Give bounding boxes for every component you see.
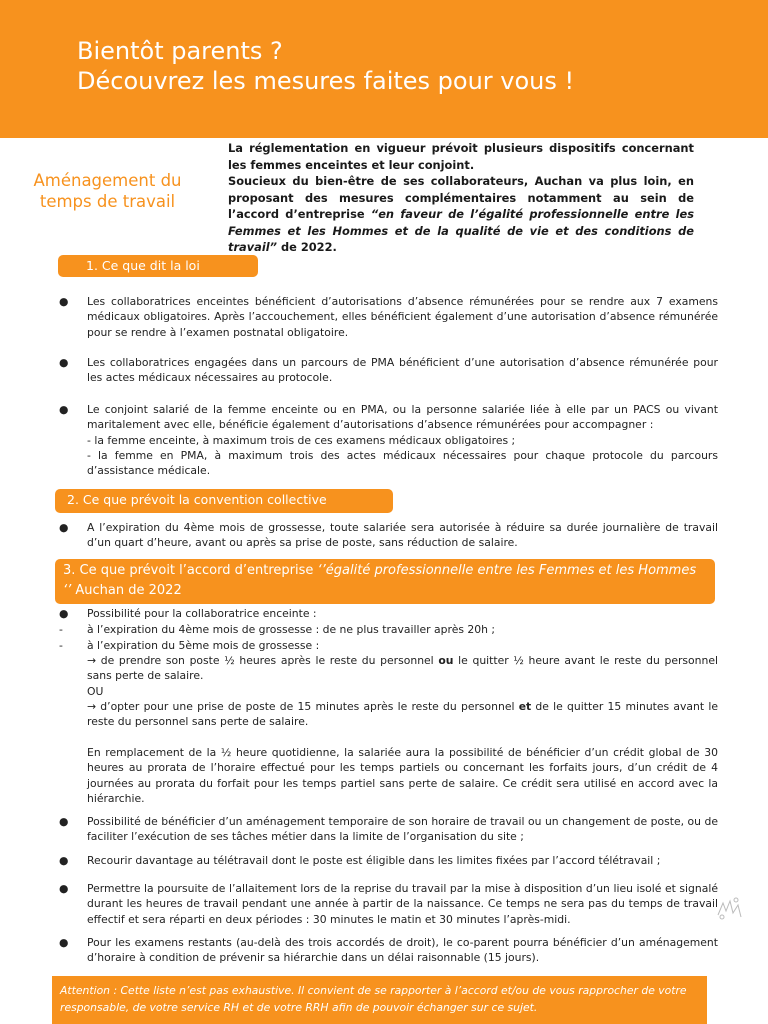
section-3-heading — [55, 559, 715, 604]
list-item — [59, 853, 718, 868]
option-block — [87, 653, 718, 729]
bullet-icon: ● — [59, 815, 69, 828]
list-item-text: Possibilité pour la collaboratrice enceinte : — [87, 607, 317, 620]
attention-note: Attention : Cette liste n’est pas exhaustive. Il convient de se rapporter à l’accord et/ou de vous rapprocher de votre responsable, de votre service RH et de votre RRH afin de pouvoir échanger sur ce sujet. — [52, 976, 707, 1024]
section-2-heading: 2. Ce que prévoit la convention collective — [55, 489, 393, 513]
option-or: OU — [87, 684, 104, 698]
list-item-text: Le conjoint salarié de la femme enceinte ou en PMA, ou la personne salariée liée à elle par un PACS ou vivant maritalement avec elle, bénéficie également d’autorisations d’absence rémunérées pour accompagner : — [87, 403, 718, 432]
list-item-text: Les collaboratrices engagées dans un parcours de PMA bénéficient d’une autorisation d’absence rémunérée pour les actes médicaux nécessaires au protocole. — [87, 356, 718, 385]
bullet-icon: ● — [59, 403, 69, 416]
list-item — [59, 294, 718, 340]
title-line-2: Découvrez les mesures faites pour vous ! — [77, 67, 575, 95]
list-item — [59, 814, 718, 845]
dash-marker: - — [59, 623, 63, 636]
option-1-bold: ou — [438, 654, 454, 667]
intro-paragraph-1: La réglementation en vigueur prévoit plusieurs dispositifs concernant les femmes enceintes et leur conjoint. — [228, 141, 694, 172]
list-item — [59, 355, 718, 386]
list-item — [59, 520, 718, 551]
list-item — [59, 881, 718, 927]
dash-item-text: à l’expiration du 5ème mois de grossesse : — [87, 639, 320, 652]
bullet-icon: ● — [59, 607, 69, 620]
bullet-icon: ● — [59, 854, 69, 867]
sub-item: - la femme en PMA, à maximum trois des actes médicaux nécessaires pour chaque protocole du parcours d’assistance médicale. — [87, 448, 718, 478]
replacement-paragraph: En remplacement de la ½ heure quotidienne, la salariée aura la possibilité de bénéficier d’un crédit global de 30 heures au prorata de l’horaire effectué pour les temps partiels ou concernant les forfaits jours, d’un crédit de 4 journées au prorata du forfait pour les temps partiel sans perte de salaire. Ce crédit sera utilisé en accord avec la hiérarchie. — [87, 746, 718, 805]
option-1-end: le quitter ½ heure avant le reste du personnel sans perte de salaire. — [87, 654, 718, 683]
bullet-icon: ● — [59, 356, 69, 369]
doodle-icon — [714, 895, 744, 921]
page-title — [77, 36, 574, 96]
option-2-end: de le quitter 15 minutes avant le reste du personnel sans perte de salaire. — [87, 699, 718, 729]
intro-p2-start: Soucieux du bien-être de ses collaborateurs, Auchan va plus loin, en proposant des mesures complémentaires notamment au sein de l’accord d’entreprise — [228, 174, 694, 221]
header-banner — [0, 0, 768, 138]
side-label-line-1: Aménagement du — [33, 171, 182, 190]
intro-p2-end: de 2022. — [277, 240, 337, 254]
list-item-text: Pour les examens restants (au-delà des trois accordés de droit), le co-parent pourra bénéficier d’un aménagement d’horaire à condition de prévenir sa hiérarchie dans un délai raisonnable (15 jours). — [87, 936, 718, 965]
dash-marker: - — [59, 639, 63, 652]
intro-text — [228, 140, 694, 256]
bullet-icon: ● — [59, 295, 69, 308]
list-item-text: Les collaboratrices enceintes bénéficient d’autorisations d’absence rémunérées pour se rendre aux 7 examens médicaux obligatoires. Après l’accouchement, elles bénéficient également d’une autorisation d’absence rémunérée pour se rendre à l’examen postnatal obligatoire. — [87, 295, 718, 339]
list-item — [59, 606, 718, 621]
side-label-line-2: temps de travail — [39, 192, 176, 211]
intro-paragraph-2 — [228, 173, 694, 256]
list-item-text: Recourir davantage au télétravail dont le poste est éligible dans les limites fixées par l’accord télétravail ; — [87, 854, 661, 867]
option-2-start: → d’opter pour une prise de poste de 15 minutes après le reste du personnel — [87, 699, 519, 713]
bullet-icon: ● — [59, 521, 69, 534]
section-3-title-italic: ‘’égalité professionnelle entre les Femmes et les Hommes ‘’ — [63, 563, 697, 598]
option-2-bold: et — [518, 699, 532, 713]
sub-item: - la femme enceinte, à maximum trois de ces examens médicaux obligatoires ; — [87, 433, 516, 447]
intro-p2-italic: “en faveur de l’égalité professionnelle entre les Femmes et les Hommes et de la qualité de vie et des conditions de travail” — [228, 207, 695, 254]
dash-item-text: à l’expiration du 4ème mois de grossesse : de ne plus travailler après 20h ; — [87, 623, 496, 636]
list-item-text: A l’expiration du 4ème mois de grossesse, toute salariée sera autorisée à réduire sa durée journalière de travail d’un quart d’heure, avant ou après sa prise de poste, sans réduction de salaire. — [87, 521, 718, 550]
option-1-start: → de prendre son poste ½ heures après le reste du personnel — [87, 654, 439, 667]
list-item — [59, 935, 718, 966]
section-3-title-end: Auchan de 2022 — [71, 583, 182, 598]
title-line-1: Bientôt parents ? — [77, 37, 283, 65]
side-section-label — [10, 170, 205, 212]
list-item-text: Permettre la poursuite de l’allaitement lors de la reprise du travail par la mise à disposition d’un lieu isolé et signalé durant les heures de travail pendant une année à partir de la naissance. Ce temps ne sera pas du temps de travail effectif et sera réparti en deux périodes : 30 minutes le matin et 30 minutes l’après-midi. — [87, 882, 718, 926]
section-1-heading: 1. Ce que dit la loi — [58, 255, 258, 277]
bullet-icon: ● — [59, 936, 69, 949]
dash-item — [59, 622, 718, 637]
section-3-title-start: 3. Ce que prévoit l’accord d’entreprise — [63, 563, 318, 578]
dash-item — [59, 638, 718, 653]
list-item-text: Possibilité de bénéficier d’un aménagement temporaire de son horaire de travail ou un changement de poste, ou de faciliter l’exécution de ses tâches métier dans la limite de l’organisation du site ; — [87, 815, 718, 844]
bullet-icon: ● — [59, 882, 69, 895]
list-item — [59, 402, 718, 478]
